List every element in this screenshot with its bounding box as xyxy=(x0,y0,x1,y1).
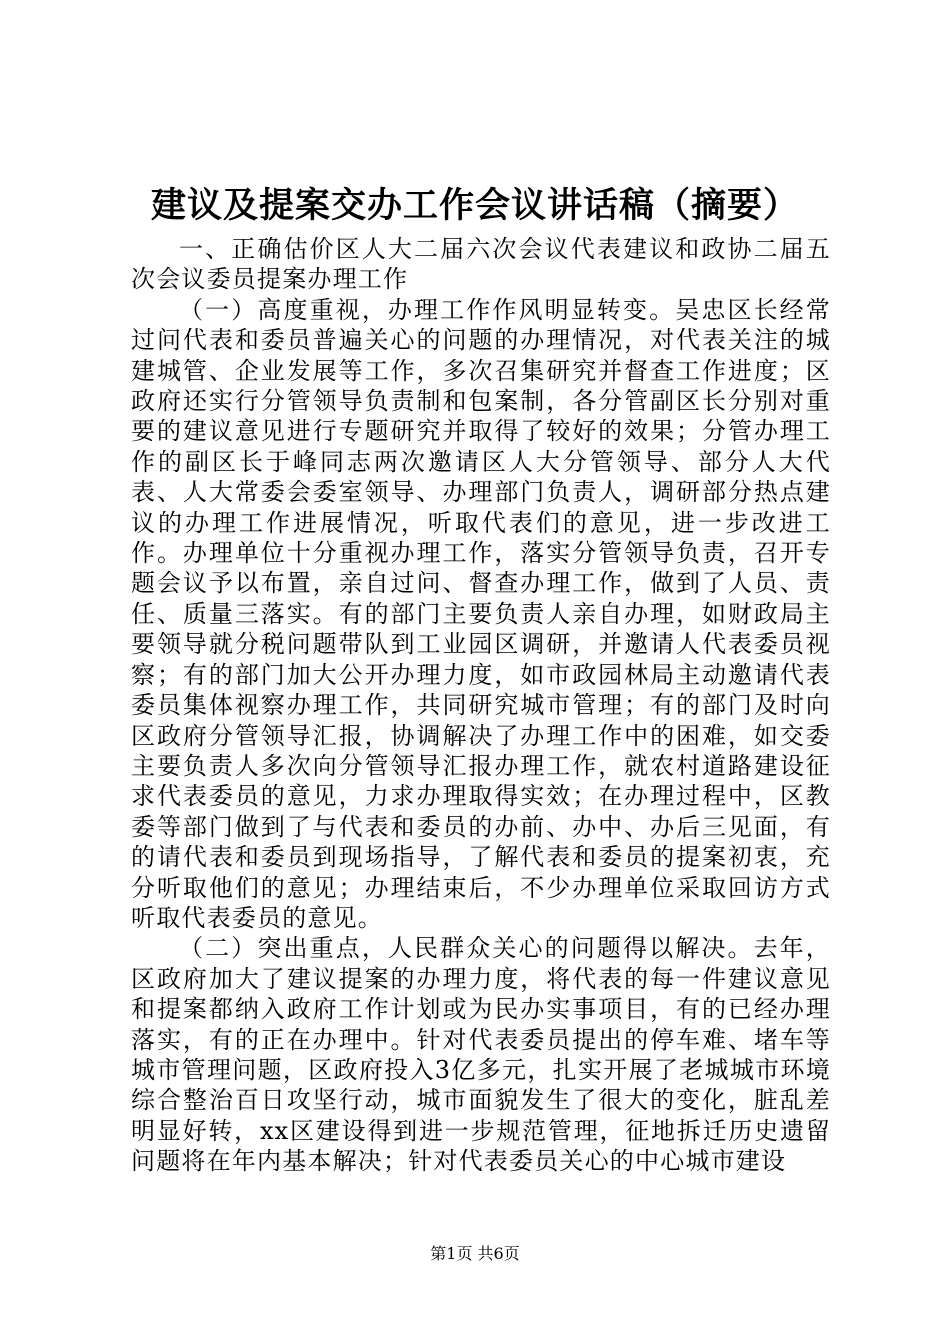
body-paragraph: （二）突出重点，人民群众关心的问题得以解决。去年，区政府加大了建议提案的办理力度，将代表的每一件建议意见和提案都纳入政府工作计划或为民办实事项目，有的已经办理落实，有的正在办理中。针对代表委员提出的停车难、堵车等城市管理问题，区政府投入3亿多元，扎实开展了老城城市环境综合整治百日攻坚行动，城市面貌发生了很大的变化，脏乱差明显好转，xx区建设得到进一步规范管理，征地拆迁历史遗留问题将在年内基本解决；针对代表委员关心的中心城市建设 xyxy=(131,934,831,1176)
body-paragraph: （一）高度重视，办理工作作风明显转变。吴忠区长经常过问代表和委员普遍关心的问题的办理情况，对代表关注的城建城管、企业发展等工作，多次召集研究并督查工作进度；区政府还实行分管领导负责制和包案制，各分管副区长分别对重要的建议意见进行专题研究并取得了较好的效果；分管办理工作的副区长于峰同志两次邀请区人大分管领导、部分人大代表、人大常委会委室领导、办理部门负责人，调研部分热点建议的办理工作进展情况，听取代表们的意见，进一步改进工作。办理单位十分重视办理工作，落实分管领导负责，召开专题会议予以布置，亲自过问、督查办理工作，做到了人员、责任、质量三落实。有的部门主要负责人亲自办理，如财政局主要领导就分税问题带队到工业园区调研，并邀请人代表委员视察；有的部门加大公开办理力度，如市政园林局主动邀请代表委员集体视察办理工作，共同研究城市管理；有的部门及时向区政府分管领导汇报，协调解决了办理工作中的困难，如交委主要负责人多次向分管领导汇报办理工作，就农村道路建设征求代表委员的意见，力求办理取得实效；在办理过程中，区教委等部门做到了与代表和委员的办前、办中、办后三见面，有的请代表和委员到现场指导，了解代表和委员的提案初衷，充分听取他们的意见；办理结束后，不少办理单位采取回访方式听取代表委员的意见。 xyxy=(131,295,831,932)
document-body xyxy=(131,234,831,1177)
document-title: 建议及提案交办工作会议讲话稿（摘要） xyxy=(150,185,799,226)
page-number-footer: 第1页 共6页 xyxy=(430,1244,520,1263)
section-heading-paragraph: 一、正确估价区人大二届六次会议代表建议和政协二届五次会议委员提案办理工作 xyxy=(131,235,831,294)
